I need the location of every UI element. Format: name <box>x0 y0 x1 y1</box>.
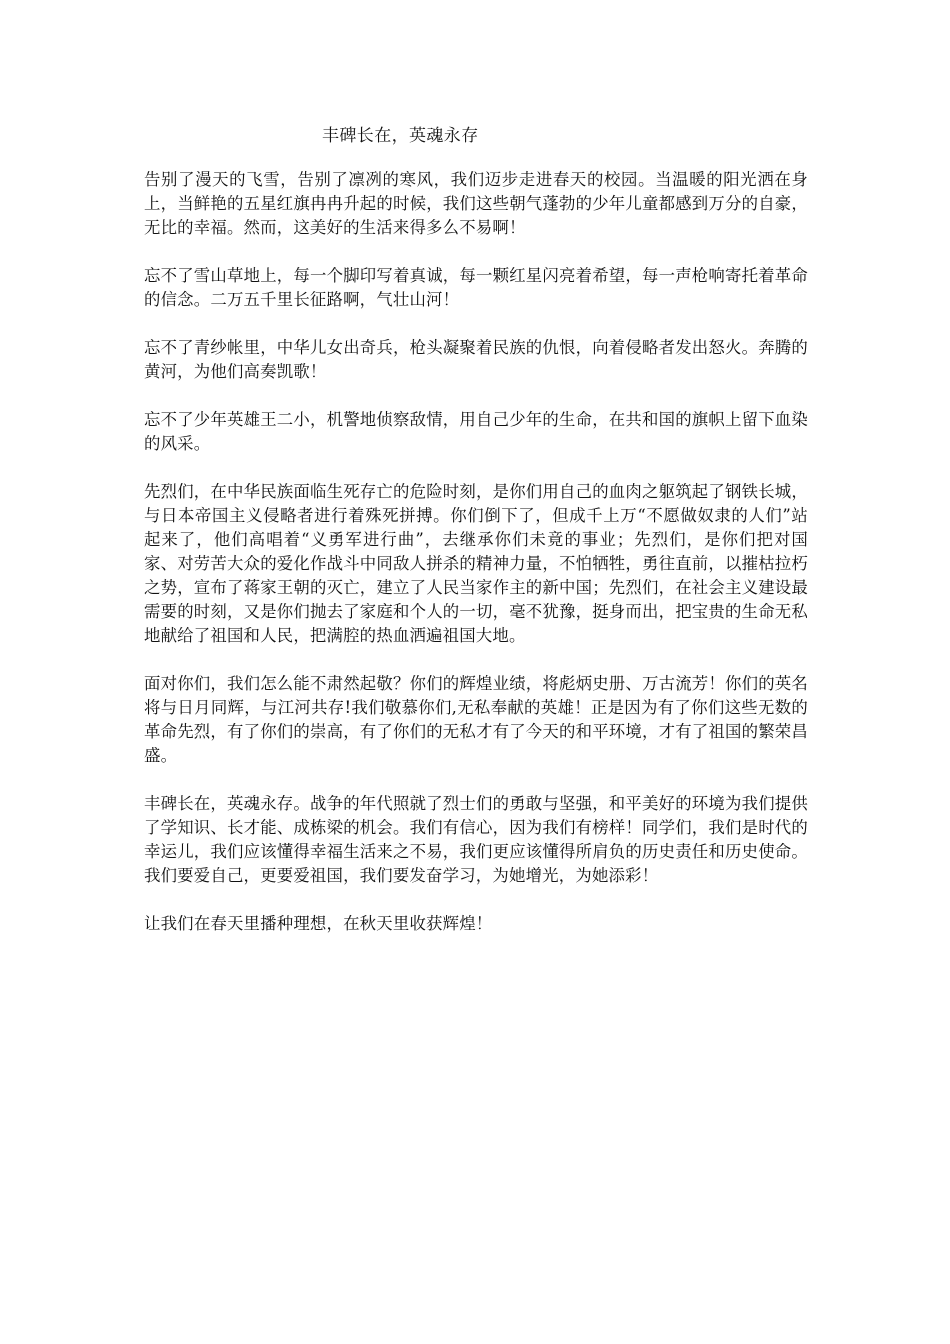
paragraph-8: 让我们在春天里播种理想，在秋天里收获辉煌！ <box>144 914 493 933</box>
paragraph-4: 忘不了少年英雄王二小，机警地侦察敌情，用自己少年的生命，在共和国的旗帜上留下血染的风采。 <box>144 410 808 453</box>
paragraph-1: 告别了漫天的飞雪，告别了凛冽的寒风，我们迈步走进春天的校园。当温暖的阳光洒在身上，当鲜艳的五星红旗冉冉升起的时候，我们这些朝气蓬勃的少年儿童都感到万分的自豪，无比的幸福。然而，这美好的生活来得多么不易啊！ <box>144 170 808 237</box>
paragraph-7: 丰碑长在，英魂永存。战争的年代照就了烈士们的勇敢与坚强，和平美好的环境为我们提供了学知识、长才能、成栋梁的机会。我们有信心，因为我们有榜样！同学们，我们是时代的幸运儿，我们应该懂得幸福生活来之不易，我们更应该懂得所肩负的历史责任和历史使命。我们要爱自己，更要爱祖国，我们要发奋学习，为她增光，为她添彩！ <box>144 794 808 885</box>
paragraph-6: 面对你们，我们怎么能不肃然起敬？你们的辉煌业绩，将彪炳史册、万古流芳！你们的英名将与日月同辉，与江河共存!我们敬慕你们,无私奉献的英雄！正是因为有了你们这些无数的革命先烈，有了你们的崇高，有了你们的无私才有了今天的和平环境，才有了祖国的繁荣昌盛。 <box>144 674 808 765</box>
document-body <box>144 168 808 960</box>
paragraph-2: 忘不了雪山草地上，每一个脚印写着真诚，每一颗红星闪亮着希望，每一声枪响寄托着革命的信念。二万五千里长征路啊，气壮山河！ <box>144 266 808 309</box>
paragraph-3: 忘不了青纱帐里，中华儿女出奇兵，枪头凝聚着民族的仇恨，向着侵略者发出怒火。奔腾的黄河，为他们高奏凯歌！ <box>144 338 808 381</box>
paragraph-5: 先烈们，在中华民族面临生死存亡的危险时刻，是你们用自己的血肉之躯筑起了钢铁长城，与日本帝国主义侵略者进行着殊死拼搏。你们倒下了，但成千上万“不愿做奴隶的人们”站起来了，他们高唱着“义勇军进行曲”，去继承你们未竟的事业；先烈们，是你们把对国家、对劳苦大众的爱化作战斗中同敌人拼杀的精神力量，不怕牺牲，勇往直前，以摧枯拉朽之势，宣布了蒋家王朝的灭亡，建立了人民当家作主的新中国；先烈们，在社会主义建设最需要的时刻，又是你们抛去了家庭和个人的一切，毫不犹豫，挺身而出，把宝贵的生命无私地献给了祖国和人民，把满腔的热血洒遍祖国大地。 <box>144 482 808 645</box>
document-title: 丰碑长在，英魂永存 <box>322 126 479 146</box>
